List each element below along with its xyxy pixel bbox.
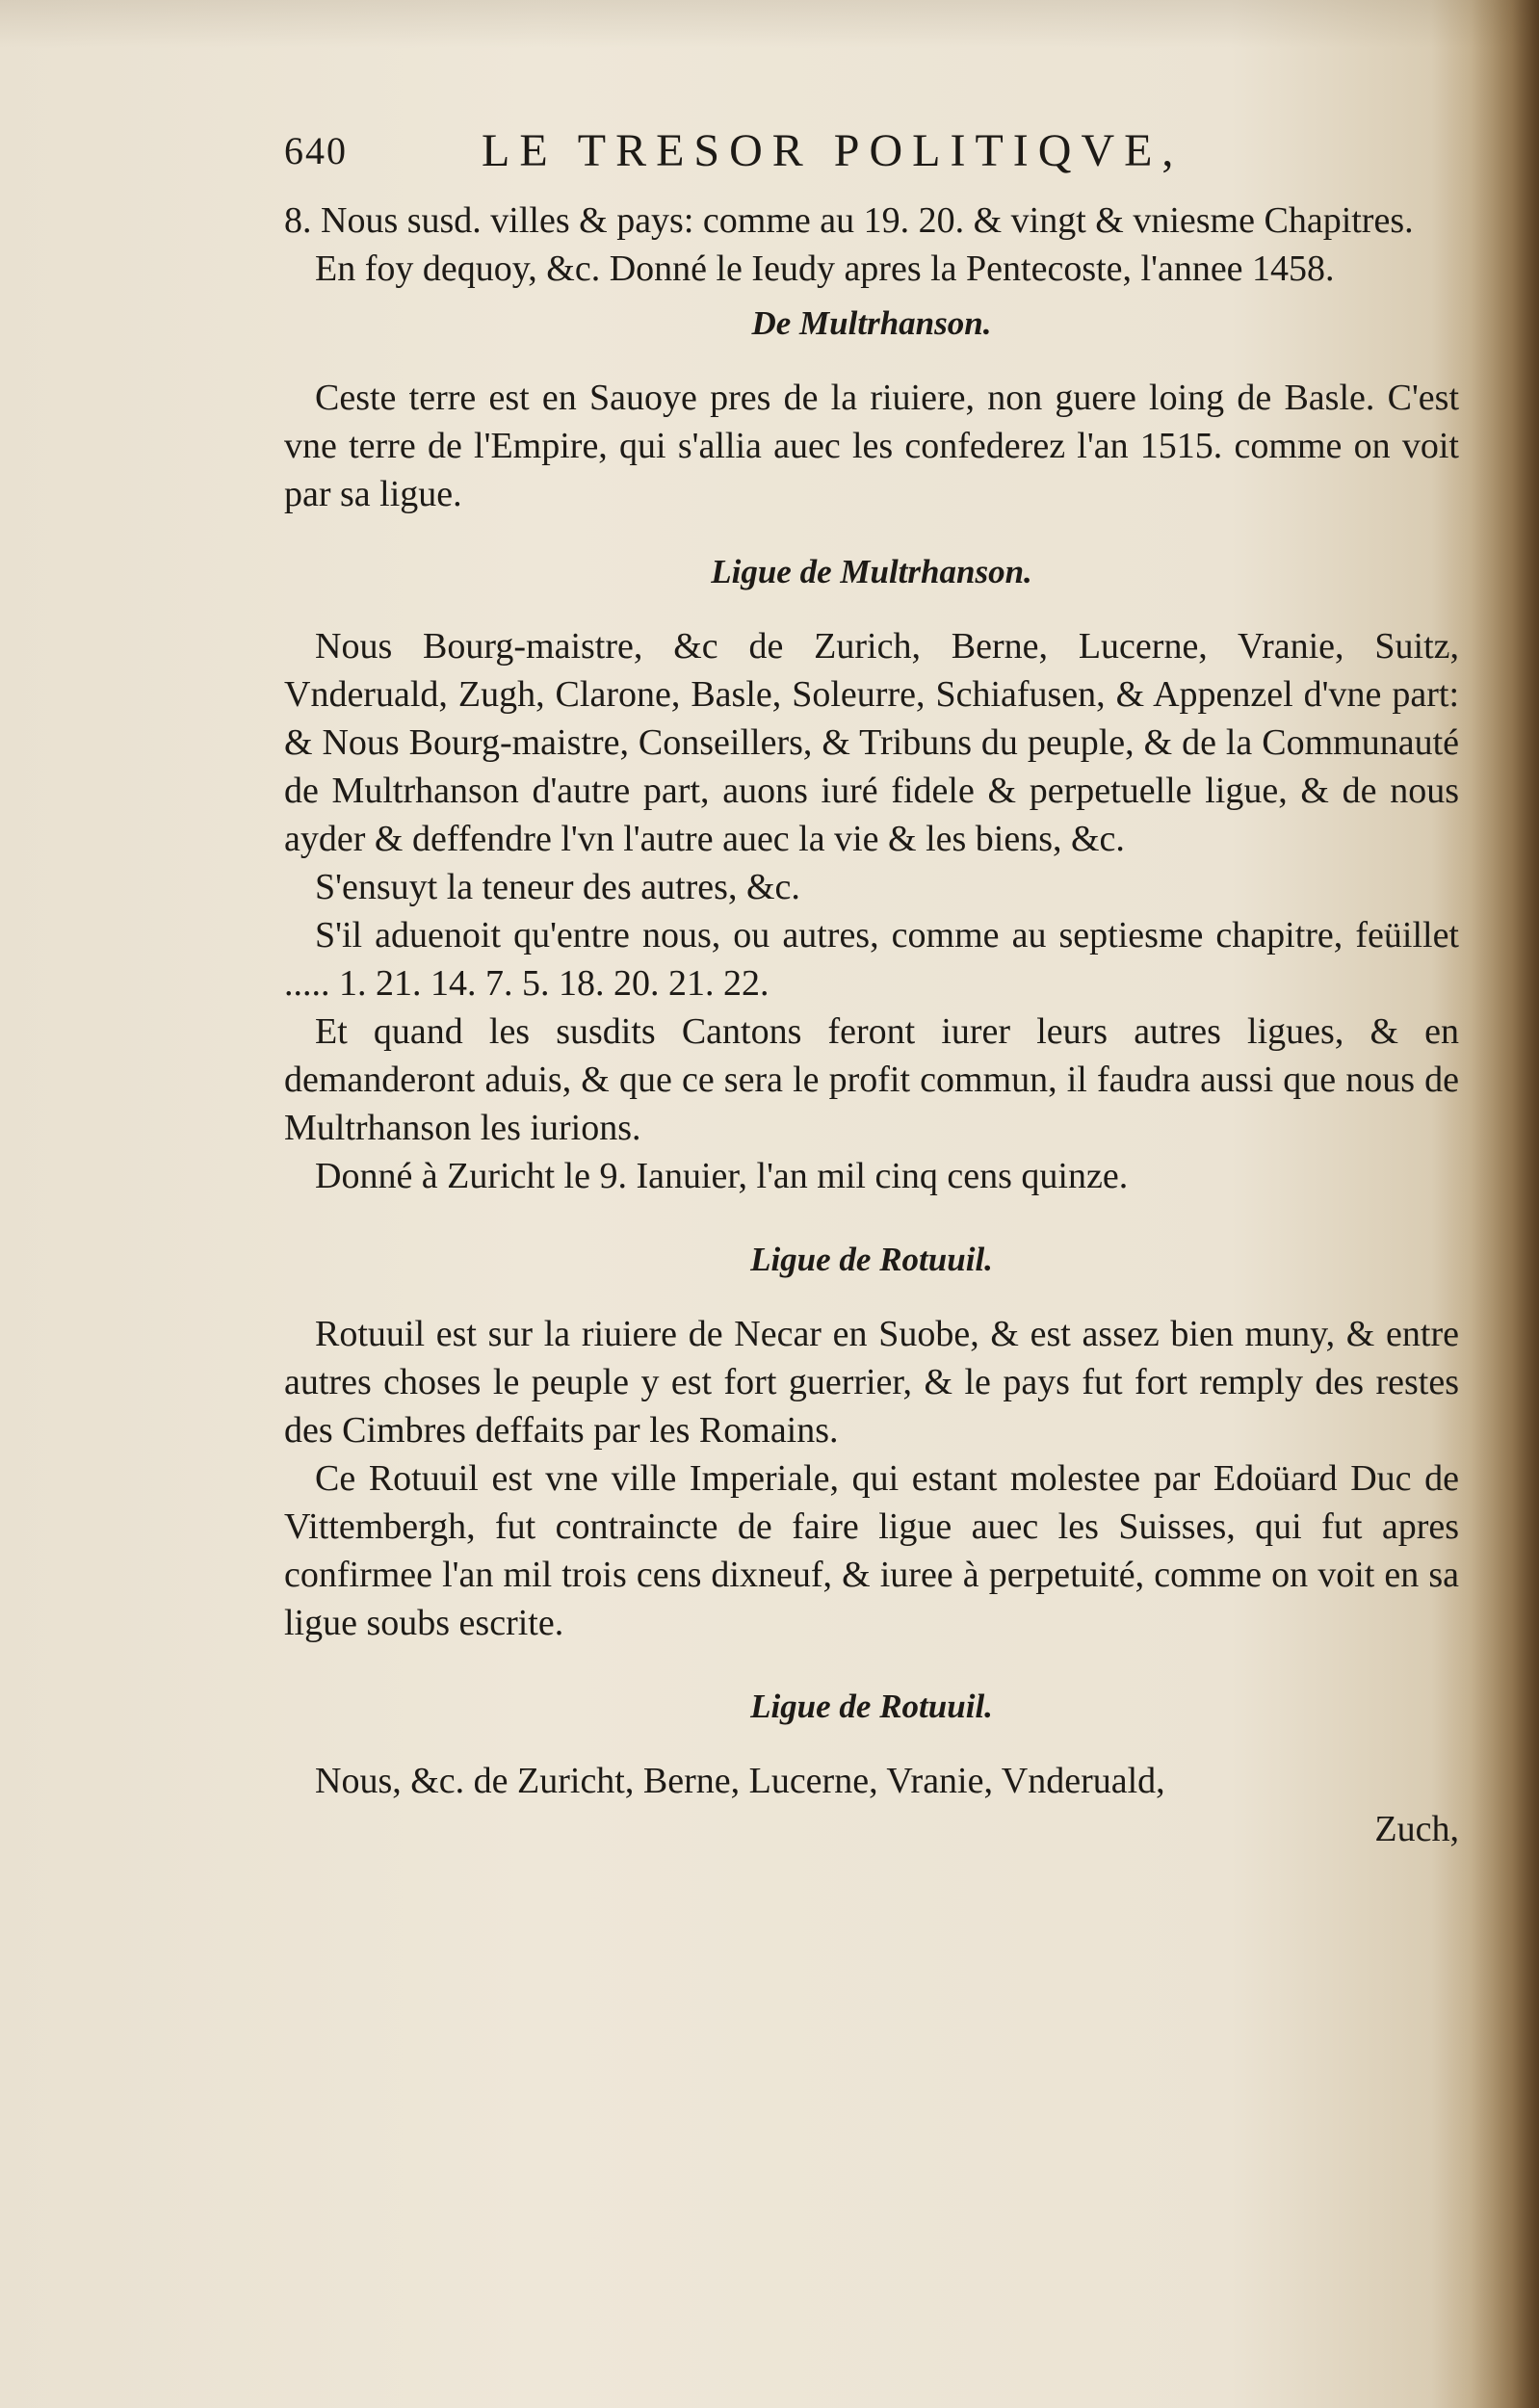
- page-number: 640: [284, 129, 348, 172]
- paragraph-11: Nous, &c. de Zuricht, Berne, Lucerne, Vranie, Vnderuald,: [315, 1761, 1165, 1801]
- paragraph-3: Ceste terre est en Sauoye pres de la riuiere, non guere loing de Basle. C'est vne terre de l'Empire, qui s'allia auec les confederez l'an 1515. comme on voit par sa ligue.: [284, 378, 1459, 514]
- paragraph-2: En foy dequoy, &c. Donné le Ieudy apres la Pentecoste, l'annee 1458.: [315, 249, 1335, 289]
- paragraph-4: Nous Bourg-maistre, &c de Zurich, Berne, Lucerne, Vranie, Suitz, Vnderuald, Zugh, Clarone, Basle, Soleurre, Schiafusen, & Appenzel d'vne part: & Nous Bourg-maistre, Conseillers, & Tribuns du peuple, & de la Communauté de Multrhanson d'autre part, auons iuré fidele & perpetuelle ligue, & de nous ayder & deffendre l'vn l'autre auec la vie & les biens, &c.: [284, 626, 1459, 859]
- running-title: LE TRESOR POLITIQVE,: [482, 125, 1184, 176]
- page-binding-edge: [1472, 0, 1539, 2408]
- paragraph-9: Rotuuil est sur la riuiere de Necar en Suobe, & est assez bien muny, & entre autres choses le peuple y est fort guerrier, & le pays fut fort remply des restes des Cimbres deffaits par les Romains.: [284, 1314, 1459, 1451]
- running-header: [284, 123, 1459, 191]
- section-heading-ligue-rotuuil-2: Ligue de Rotuuil.: [750, 1688, 993, 1725]
- paragraph-7: Et quand les susdits Cantons feront iurer leurs autres ligues, & en demanderont aduis, & que ce sera le profit commun, il faudra aussi que nous de Multrhanson les iurions.: [284, 1011, 1459, 1148]
- section-heading-multrhanson: De Multrhanson.: [751, 304, 992, 342]
- catchword: Zuch,: [1374, 1809, 1459, 1849]
- paragraph-1: 8. Nous susd. villes & pays: comme au 19. 20. & vingt & vniesme Chapitres.: [284, 200, 1414, 241]
- page-text-block: [284, 123, 1459, 1853]
- section-heading-ligue-rotuuil: Ligue de Rotuuil.: [750, 1241, 993, 1278]
- page-top-shading: [0, 0, 1539, 48]
- paragraph-6: S'il aduenoit qu'entre nous, ou autres, comme au septiesme chapitre, feüillet ..... 1. 21. 14. 7. 5. 18. 20. 21. 22.: [284, 915, 1459, 1004]
- paragraph-10: Ce Rotuuil est vne ville Imperiale, qui estant molestee par Edoüard Duc de Vittembergh, fut contraincte de faire ligue auec les Suisses, qui fut apres confirmee l'an mil trois cens dixneuf, & iuree à perpetuité, comme on voit en sa ligue soubs escrite.: [284, 1458, 1459, 1643]
- paragraph-5: S'ensuyt la teneur des autres, &c.: [315, 867, 800, 907]
- section-heading-ligue-multrhanson: Ligue de Multrhanson.: [711, 553, 1032, 590]
- paragraph-8: Donné à Zuricht le 9. Ianuier, l'an mil cinq cens quinze.: [315, 1156, 1129, 1196]
